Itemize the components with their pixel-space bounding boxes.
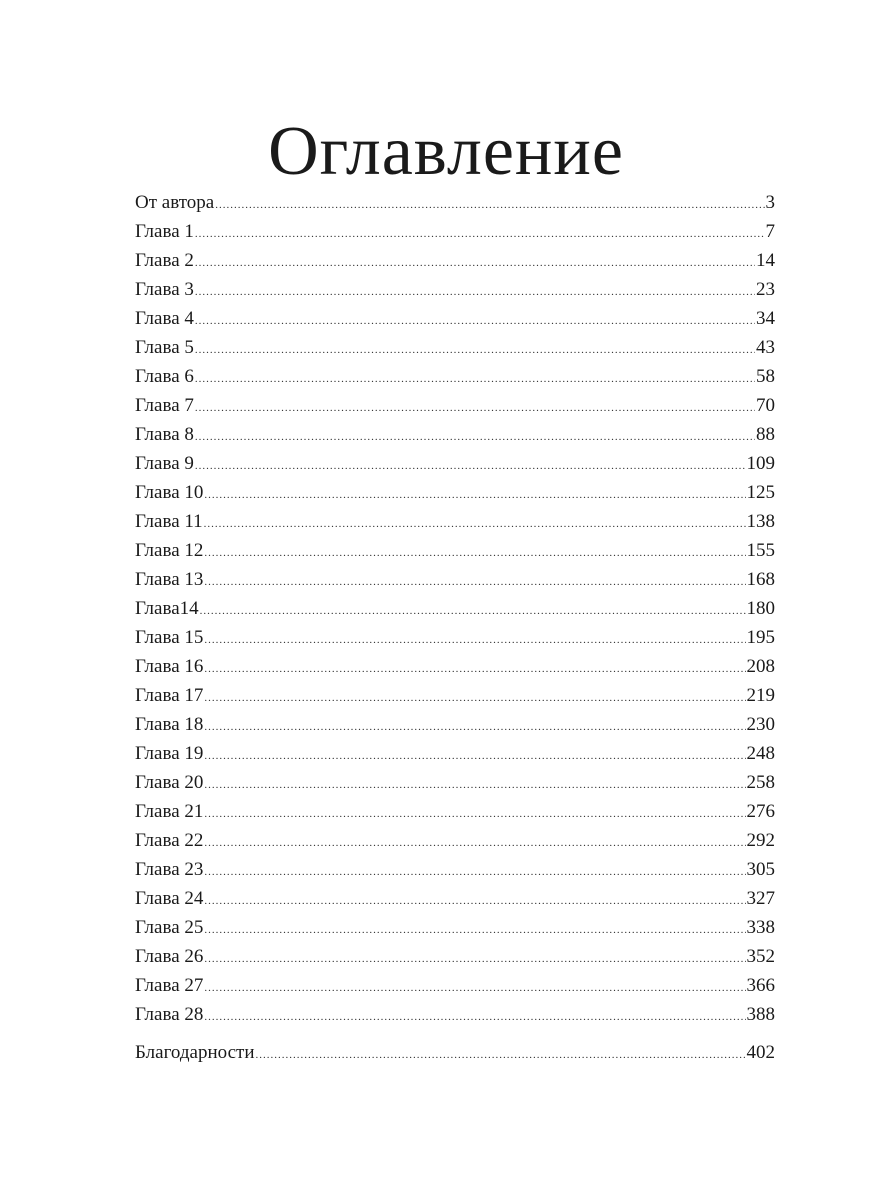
- dot-leader: [204, 974, 745, 1003]
- toc-entry-label: Благодарности: [135, 1042, 255, 1063]
- toc-entry: [135, 420, 775, 449]
- toc-entry-page-number: 219: [746, 685, 775, 706]
- toc-entry-label: Глава 15: [135, 627, 204, 648]
- dot-leader: [204, 829, 745, 858]
- toc-entry-label: Глава 24: [135, 888, 204, 909]
- dot-leader: [204, 742, 745, 771]
- toc-entry-label: Глава 10: [135, 482, 204, 503]
- toc-entry-page-number: 3: [765, 192, 775, 213]
- toc-entry-page-number: 109: [746, 453, 775, 474]
- toc-entry-label: От автора: [135, 192, 215, 213]
- toc-entry: [135, 565, 775, 594]
- toc-entry: [135, 652, 775, 681]
- toc-entry-label: Глава 9: [135, 453, 194, 474]
- toc-entry-label: Глава 18: [135, 714, 204, 735]
- dot-leader: [204, 858, 745, 887]
- toc-entry: [135, 362, 775, 391]
- dot-leader: [195, 365, 755, 394]
- dot-leader: [204, 887, 745, 916]
- dot-leader: [204, 771, 745, 800]
- toc-entry-label: Глава 20: [135, 772, 204, 793]
- dot-leader: [204, 655, 745, 684]
- toc-entry-label: Глава 11: [135, 511, 203, 532]
- toc-entry: [135, 681, 775, 710]
- toc-entry-label: Глава 8: [135, 424, 194, 445]
- toc-entry-page-number: 248: [746, 743, 775, 764]
- toc-entry: [135, 507, 775, 536]
- toc-entry-page-number: 138: [746, 511, 775, 532]
- toc-entry-page-number: 327: [746, 888, 775, 909]
- dot-leader: [204, 945, 745, 974]
- toc-entry-page-number: 258: [746, 772, 775, 793]
- dot-leader: [195, 336, 755, 365]
- toc-entry-page-number: 180: [746, 598, 775, 619]
- dot-leader: [204, 539, 745, 568]
- dot-leader: [195, 278, 755, 307]
- toc-entry: [135, 884, 775, 913]
- toc-entry-label: Глава 13: [135, 569, 204, 590]
- toc-entry-page-number: 402: [746, 1042, 775, 1063]
- toc-entry-label: Глава 7: [135, 395, 194, 416]
- toc-entry-label: Глава 19: [135, 743, 204, 764]
- dot-leader: [204, 626, 745, 655]
- dot-leader: [200, 597, 746, 626]
- dot-leader: [195, 452, 746, 481]
- toc-entry: [135, 188, 775, 217]
- toc-entry-label: Глава 16: [135, 656, 204, 677]
- toc-entry-page-number: 276: [746, 801, 775, 822]
- toc-entry-page-number: 168: [746, 569, 775, 590]
- toc-entry: [135, 855, 775, 884]
- toc-entry-page-number: 70: [756, 395, 775, 416]
- dot-leader: [195, 394, 755, 423]
- toc-entry: [135, 275, 775, 304]
- toc-entry: [135, 797, 775, 826]
- toc-entry: [135, 739, 775, 768]
- toc-entry-label: Глава 1: [135, 221, 194, 242]
- toc-entry-label: Глава 5: [135, 337, 194, 358]
- toc-entry-page-number: 58: [756, 366, 775, 387]
- toc-entry-page-number: 352: [746, 946, 775, 967]
- toc-entry-label: Глава 6: [135, 366, 194, 387]
- toc-entry-page-number: 14: [756, 250, 775, 271]
- toc-entry-page-number: 292: [746, 830, 775, 851]
- toc-entry: [135, 971, 775, 1000]
- toc-entry: [135, 623, 775, 652]
- toc-entry-page-number: 195: [746, 627, 775, 648]
- dot-leader: [195, 423, 755, 452]
- toc-entry: [135, 710, 775, 739]
- toc-entry: [135, 478, 775, 507]
- toc-entry-page-number: 7: [765, 221, 775, 242]
- toc-entry-page-number: 23: [756, 279, 775, 300]
- toc-entry: [135, 391, 775, 420]
- toc-entry-page-number: 208: [746, 656, 775, 677]
- toc-entry-label: Глава 3: [135, 279, 194, 300]
- dot-leader: [204, 713, 745, 742]
- dot-leader: [195, 249, 755, 278]
- dot-leader: [204, 1003, 745, 1032]
- toc-entry: [135, 913, 775, 942]
- toc-entry-label: Глава 27: [135, 975, 204, 996]
- dot-leader: [204, 916, 745, 945]
- toc-entry: [135, 217, 775, 246]
- dot-leader: [204, 800, 745, 829]
- dot-leader: [195, 220, 765, 249]
- toc-entry: [135, 1000, 775, 1029]
- toc-entry: [135, 942, 775, 971]
- toc-entry-label: Глава 28: [135, 1004, 204, 1025]
- toc-entry-page-number: 388: [746, 1004, 775, 1025]
- toc-entry: [135, 246, 775, 275]
- toc-entry: [135, 304, 775, 333]
- toc-entry: [135, 333, 775, 362]
- dot-leader: [204, 510, 746, 539]
- toc-entry: [135, 826, 775, 855]
- toc-entry-label: Глава 25: [135, 917, 204, 938]
- toc-entry-label: Глава 2: [135, 250, 194, 271]
- toc-entry-page-number: 155: [746, 540, 775, 561]
- toc-entry-page-number: 125: [746, 482, 775, 503]
- toc-entry-label: Глава 12: [135, 540, 204, 561]
- toc-entry-page-number: 43: [756, 337, 775, 358]
- toc-entry-page-number: 88: [756, 424, 775, 445]
- table-of-contents: [135, 188, 775, 1069]
- toc-entry-label: Глава14: [135, 598, 199, 619]
- toc-entry: [135, 594, 775, 623]
- toc-entry: [135, 1037, 775, 1069]
- toc-entry-page-number: 230: [746, 714, 775, 735]
- toc-entry-label: Глава 4: [135, 308, 194, 329]
- toc-entry-label: Глава 21: [135, 801, 204, 822]
- toc-entry-page-number: 366: [746, 975, 775, 996]
- toc-entry: [135, 536, 775, 565]
- dot-leader: [204, 568, 745, 597]
- dot-leader: [195, 307, 755, 336]
- toc-entry-page-number: 305: [746, 859, 775, 880]
- dot-leader: [215, 191, 764, 220]
- dot-leader: [204, 684, 745, 713]
- toc-entry-page-number: 34: [756, 308, 775, 329]
- dot-leader: [256, 1039, 746, 1071]
- dot-leader: [204, 481, 745, 510]
- toc-entry-label: Глава 22: [135, 830, 204, 851]
- toc-entry: [135, 768, 775, 797]
- toc-entry-label: Глава 17: [135, 685, 204, 706]
- toc-entry-label: Глава 23: [135, 859, 204, 880]
- toc-entry-page-number: 338: [746, 917, 775, 938]
- toc-entry-label: Глава 26: [135, 946, 204, 967]
- page-title: Оглавление: [268, 113, 624, 190]
- toc-entry: [135, 449, 775, 478]
